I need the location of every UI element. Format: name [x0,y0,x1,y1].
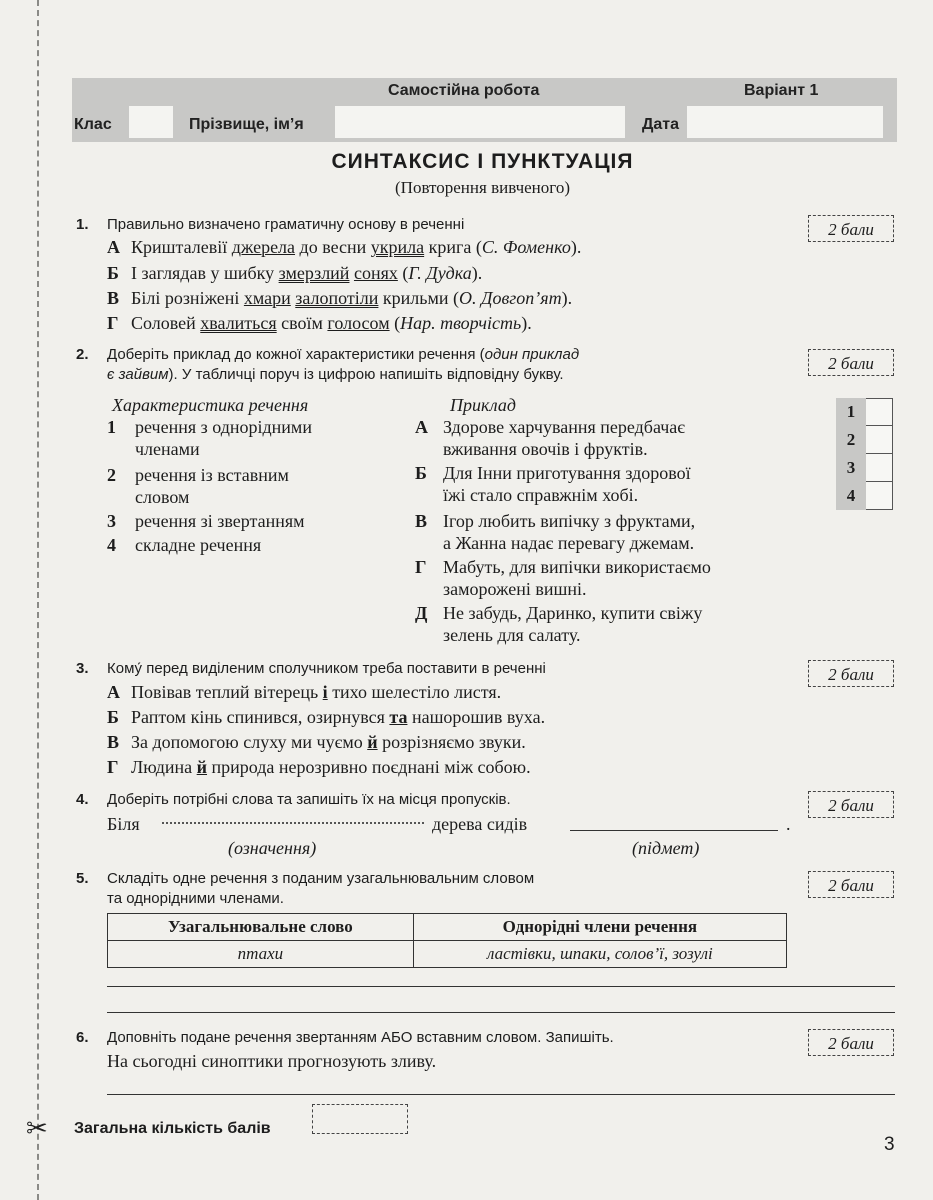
question-5-number: 5. [76,870,89,887]
class-label: Клас [74,116,112,133]
name-field[interactable] [335,106,625,138]
name-label: Прізвище, ім’я [189,116,304,133]
q4-hint-attribute: (означення) [228,838,317,858]
question-2-number: 2. [76,346,89,363]
question-1-text: Правильно визначено граматичну основу в реченні [107,216,465,233]
q4-blank-subject[interactable] [570,830,778,831]
q3-option-a[interactable]: А Повівав теплий вітерець і тихо шелестіло листя. [107,682,502,702]
q6-sentence: На сьогодні синоптики прогнозують зливу. [107,1051,437,1071]
q1-option-c[interactable]: В Білі розніжені хмари залопотіли крильми (О. Довгоп’ят). [107,288,573,308]
work-title: Самостійна робота [388,82,540,99]
question-5-points: 2 бали [808,871,894,898]
example-d: Г Мабуть, для випічки використаємо заморожені вишні. [415,557,711,599]
example-e: Д Не забудь, Даринко, купити свіжу зелень для салату. [415,603,703,645]
characteristics-header: Характеристика речення [112,395,309,415]
scissors-icon: ✂ [26,1114,48,1144]
question-4-points: 2 бали [808,791,894,818]
answer-line[interactable] [107,1094,895,1095]
answer-line[interactable] [107,1012,895,1013]
page-title: СИНТАКСИС І ПУНКТУАЦІЯ [331,150,634,173]
table-cell: ластівки, шпаки, солов’ї, зозулі [413,941,786,968]
date-label: Дата [642,116,680,133]
answer-cell-2[interactable] [866,426,893,454]
answer-cell-3[interactable] [866,454,893,482]
answer-grid: 1 2 3 4 [836,398,894,510]
table-cell: птахи [108,941,414,968]
question-6-text: Доповніть подане речення звертанням АБО вставним словом. Запишіть. [107,1029,614,1046]
class-field[interactable] [129,106,173,138]
question-4-text: Доберіть потрібні слова та запишіть їх на місця пропусків. [107,791,511,808]
answer-cell-4[interactable] [866,482,893,510]
q4-word-2: дерева сидів [432,814,528,834]
question-6-number: 6. [76,1029,89,1046]
answer-line[interactable] [107,986,895,987]
q4-word-1: Біля [107,814,140,834]
q3-option-d[interactable]: Г Людина й природа нерозривно поєднані між собою. [107,757,531,777]
characteristic-4: 4 складне речення [107,535,262,555]
example-a: А Здорове харчування передбачає вживання овочів і фруктів. [415,417,685,459]
question-2-text: Доберіть приклад до кожної характеристики речення (один приклад є зайвим). У табличці поруч із цифрою напишіть відповідну букву. [107,346,580,383]
total-score-box[interactable] [312,1104,408,1134]
q1-option-a[interactable]: А Кришталевії джерела до весни укрила крига (С. Фоменко). [107,237,582,257]
question-5-text: Складіть одне речення з поданим узагальнювальним словом та однорідними членами. [107,870,535,907]
question-2-points: 2 бали [808,349,894,376]
characteristic-3: 3 речення зі звертанням [107,511,305,531]
q5-table [107,913,787,968]
total-score-label: Загальна кількість балів [74,1120,271,1137]
example-c: В Ігор любить випічку з фруктами, а Жанна надає перевагу джемам. [415,511,696,553]
date-field[interactable] [687,106,883,138]
variant-label: Варіант 1 [744,82,819,99]
q3-option-c[interactable]: В За допомогою слуху ми чуємо й розрізняємо звуки. [107,732,526,752]
q3-option-b[interactable]: Б Раптом кінь спинився, озирнувся та нашорошив вуха. [107,707,546,727]
table-header: Однорідні члени речення [413,914,786,941]
table-header: Узагальнювальне слово [108,914,414,941]
q4-hint-subject: (підмет) [632,838,700,858]
answer-cell-1[interactable] [866,398,893,426]
q4-blank-attribute[interactable] [162,822,424,824]
page-subtitle: (Повторення вивченого) [395,178,570,197]
page-number: 3 [884,1134,895,1155]
question-1-number: 1. [76,216,89,233]
question-3-points: 2 бали [808,660,894,687]
question-4-number: 4. [76,791,89,808]
question-1-points: 2 бали [808,215,894,242]
q4-end: . [786,814,791,834]
example-b: Б Для Інни приготування здорової їжі стало справжнім хобі. [415,463,691,505]
characteristic-2: 2 речення із вставним словом [107,465,289,507]
question-3-text: Кому́ перед виділеним сполучником треба поставити в реченні [107,660,546,677]
examples-header: Приклад [450,395,516,415]
question-6-points: 2 бали [808,1029,894,1056]
q1-option-b[interactable]: Б І заглядав у шибку змерзлий сонях (Г. Дудка). [107,263,483,283]
characteristic-1: 1 речення з однорідними членами [107,417,312,459]
q1-option-d[interactable]: Г Соловей хвалиться своїм голосом (Нар. творчість). [107,313,532,333]
question-3-number: 3. [76,660,89,677]
worksheet-header [72,78,897,142]
